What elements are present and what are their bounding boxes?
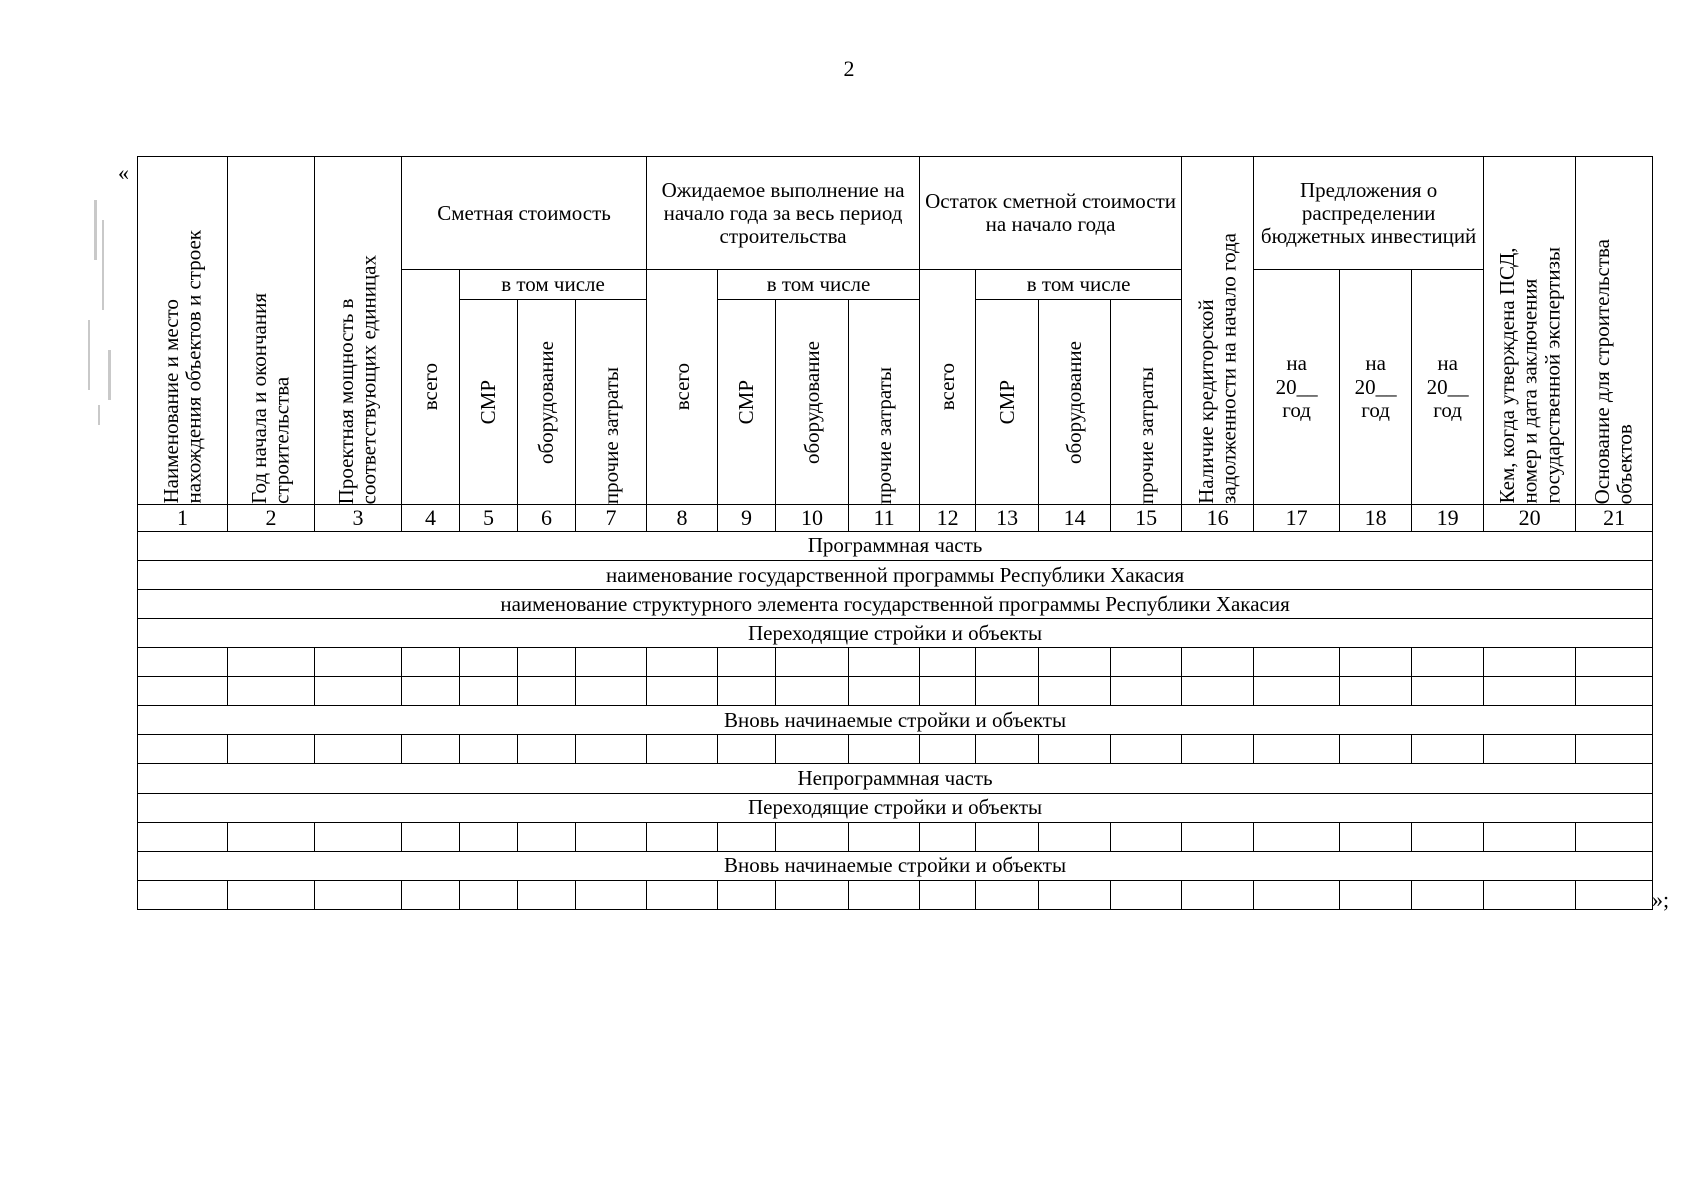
column-number: 20 [1484,504,1576,531]
table-cell[interactable] [402,822,460,851]
table-cell[interactable] [920,880,976,909]
table-cell[interactable] [718,648,776,677]
table-cell[interactable] [976,822,1039,851]
column-number: 7 [576,504,647,531]
table-cell[interactable] [518,735,576,764]
table-cell[interactable] [976,677,1039,706]
column-number: 1 [138,504,228,531]
table-cell[interactable] [849,677,920,706]
table-cell[interactable] [1182,677,1254,706]
table-cell[interactable] [1111,822,1182,851]
table-cell[interactable] [647,880,718,909]
section-program-name: наименование государственной программы Республики Хакасия [138,561,1653,590]
column-number: 13 [976,504,1039,531]
header-remaining-cost: Остаток сметной стоимости на начало года [920,157,1182,270]
table-cell[interactable] [1039,677,1111,706]
table-cell[interactable] [1484,880,1576,909]
column-number: 6 [518,504,576,531]
column-number-row [138,504,1653,531]
table-cell[interactable] [460,677,518,706]
table-cell[interactable] [647,735,718,764]
table-cell[interactable] [1340,677,1412,706]
table-cell[interactable] [920,822,976,851]
table-cell[interactable] [1254,677,1340,706]
header-remain-other: прочие затраты [1111,300,1182,505]
table-cell[interactable] [1254,648,1340,677]
scan-artifact [80,200,122,430]
table-cell[interactable] [138,648,228,677]
table-cell[interactable] [1576,677,1653,706]
table-cell[interactable] [1576,880,1653,909]
header-exec-other: прочие затраты [849,300,920,505]
section-new-non-program: Вновь начинаемые стройки и объекты [138,851,1653,880]
header-cost-equipment: оборудование [518,300,576,505]
table-cell[interactable] [460,648,518,677]
table-cell[interactable] [1340,648,1412,677]
table-cell[interactable] [1412,648,1484,677]
column-number: 3 [315,504,402,531]
column-number: 8 [647,504,718,531]
table-cell[interactable] [1111,648,1182,677]
table-cell[interactable] [920,648,976,677]
table-cell[interactable] [576,648,647,677]
table-cell[interactable] [718,735,776,764]
table-cell[interactable] [1484,648,1576,677]
table-row [138,648,1653,677]
section-non-program-part: Непрограммная часть [138,764,1653,793]
table-cell[interactable] [1039,880,1111,909]
table-cell[interactable] [228,648,315,677]
table-cell[interactable] [1340,735,1412,764]
section-structural-element: наименование структурного элемента государственной программы Республики Хакасия [138,590,1653,619]
table-cell[interactable] [576,822,647,851]
table-cell[interactable] [976,735,1039,764]
table-cell[interactable] [1111,677,1182,706]
section-new-program: Вновь начинаемые стройки и объекты [138,706,1653,735]
table-cell[interactable] [1412,822,1484,851]
column-number: 11 [849,504,920,531]
table-cell[interactable] [976,880,1039,909]
header-proposals: Предложения о распределении бюджетных инвестиций [1254,157,1484,270]
column-number: 2 [228,504,315,531]
column-number: 14 [1039,504,1111,531]
header-capacity: Проектная мощность в соответствующих единицах [315,157,402,505]
table-cell[interactable] [647,677,718,706]
table-cell[interactable] [1484,822,1576,851]
section-carryover-program: Переходящие стройки и объекты [138,619,1653,648]
table-cell[interactable] [228,677,315,706]
table-cell[interactable] [1182,822,1254,851]
table-cell[interactable] [718,822,776,851]
table-cell[interactable] [1039,735,1111,764]
header-exec-total: всего [647,270,718,505]
column-number: 5 [460,504,518,531]
table-row [138,677,1653,706]
column-number: 9 [718,504,776,531]
header-exec-equipment: оборудование [776,300,849,505]
section-carryover-non-program: Переходящие стройки и объекты [138,793,1653,822]
table-cell[interactable] [1254,880,1340,909]
header-cost-smr: СМР [460,300,518,505]
header-cost-total: всего [402,270,460,505]
header-exec-including: в том числе [718,270,920,300]
closing-quote: »; [1652,887,1670,912]
table-row [138,822,1653,851]
table-cell[interactable] [576,735,647,764]
column-number: 18 [1340,504,1412,531]
table-cell[interactable] [402,880,460,909]
table-cell[interactable] [228,880,315,909]
header-approval: Кем, когда утверждена ПСД, номер и дата заключения государственной экспертизы [1484,157,1576,505]
table-cell[interactable] [460,735,518,764]
column-number: 15 [1111,504,1182,531]
table-cell[interactable] [849,735,920,764]
table-cell[interactable] [1484,677,1576,706]
header-remain-including: в том числе [976,270,1182,300]
table-cell[interactable] [1576,822,1653,851]
header-expected-execution: Ожидаемое выполнение на начало года за весь период строительства [647,157,920,270]
opening-quote: « [118,160,129,185]
header-remain-equipment: оборудование [1039,300,1111,505]
table-cell[interactable] [776,648,849,677]
table-cell[interactable] [1412,735,1484,764]
header-year-1: на 20__ год [1254,270,1340,505]
table-row [138,735,1653,764]
table-cell[interactable] [402,677,460,706]
header-basis: Основание для строительства объектов [1576,157,1653,505]
header-years: Год начала и окончания строительства [228,157,315,505]
table-cell[interactable] [1576,648,1653,677]
column-number: 4 [402,504,460,531]
table-cell[interactable] [1182,880,1254,909]
table-cell[interactable] [315,735,402,764]
column-number: 10 [776,504,849,531]
table-cell[interactable] [849,822,920,851]
table-cell[interactable] [1340,822,1412,851]
table-cell[interactable] [315,880,402,909]
table-cell[interactable] [576,677,647,706]
table-cell[interactable] [315,822,402,851]
table-cell[interactable] [315,677,402,706]
table-cell[interactable] [518,880,576,909]
table-cell[interactable] [402,735,460,764]
column-number: 19 [1412,504,1484,531]
table-cell[interactable] [776,822,849,851]
table-cell[interactable] [460,822,518,851]
header-cost-including: в том числе [460,270,647,300]
table-cell[interactable] [1484,735,1576,764]
table-cell[interactable] [228,822,315,851]
page-number: 2 [843,56,855,81]
table-cell[interactable] [518,677,576,706]
table-cell[interactable] [1340,880,1412,909]
table-cell[interactable] [920,677,976,706]
table-cell[interactable] [776,735,849,764]
table-cell[interactable] [718,677,776,706]
table-cell[interactable] [1576,735,1653,764]
table-cell[interactable] [138,822,228,851]
column-number: 17 [1254,504,1340,531]
header-remain-smr: СМР [976,300,1039,505]
table-cell[interactable] [402,648,460,677]
table-cell[interactable] [1254,822,1340,851]
table-cell[interactable] [1182,648,1254,677]
table-cell[interactable] [647,822,718,851]
table-cell[interactable] [1039,822,1111,851]
table-cell[interactable] [228,735,315,764]
table-cell[interactable] [138,735,228,764]
table-cell[interactable] [460,880,518,909]
header-cost-other: прочие затраты [576,300,647,505]
table-cell[interactable] [518,822,576,851]
table-cell[interactable] [776,880,849,909]
table-cell[interactable] [518,648,576,677]
table-cell[interactable] [849,648,920,677]
table-cell[interactable] [1039,648,1111,677]
column-number: 12 [920,504,976,531]
table-row [138,880,1653,909]
table-cell[interactable] [1111,880,1182,909]
column-number: 21 [1576,504,1653,531]
table-cell[interactable] [1182,735,1254,764]
header-row-groups [138,157,1653,270]
table-cell[interactable] [138,677,228,706]
section-program-part: Программная часть [138,531,1653,560]
header-name-location: Наименование и место нахождения объектов и строек [138,157,228,505]
header-estimated-cost: Сметная стоимость [402,157,647,270]
table-cell[interactable] [776,677,849,706]
table-cell[interactable] [920,735,976,764]
table-cell[interactable] [1111,735,1182,764]
table-cell[interactable] [315,648,402,677]
column-number: 16 [1182,504,1254,531]
table-cell[interactable] [976,648,1039,677]
table-cell[interactable] [138,880,228,909]
header-exec-smr: СМР [718,300,776,505]
table-cell[interactable] [1254,735,1340,764]
table-cell[interactable] [1412,677,1484,706]
table-cell[interactable] [718,880,776,909]
table-cell[interactable] [647,648,718,677]
table-cell[interactable] [849,880,920,909]
table-cell[interactable] [1412,880,1484,909]
investment-table [137,156,1653,910]
table-cell[interactable] [576,880,647,909]
header-payables: Наличие кредиторской задолженности на начало года [1182,157,1254,505]
header-year-2: на 20__ год [1340,270,1412,505]
header-remain-total: всего [920,270,976,505]
header-year-3: на 20__ год [1412,270,1484,505]
